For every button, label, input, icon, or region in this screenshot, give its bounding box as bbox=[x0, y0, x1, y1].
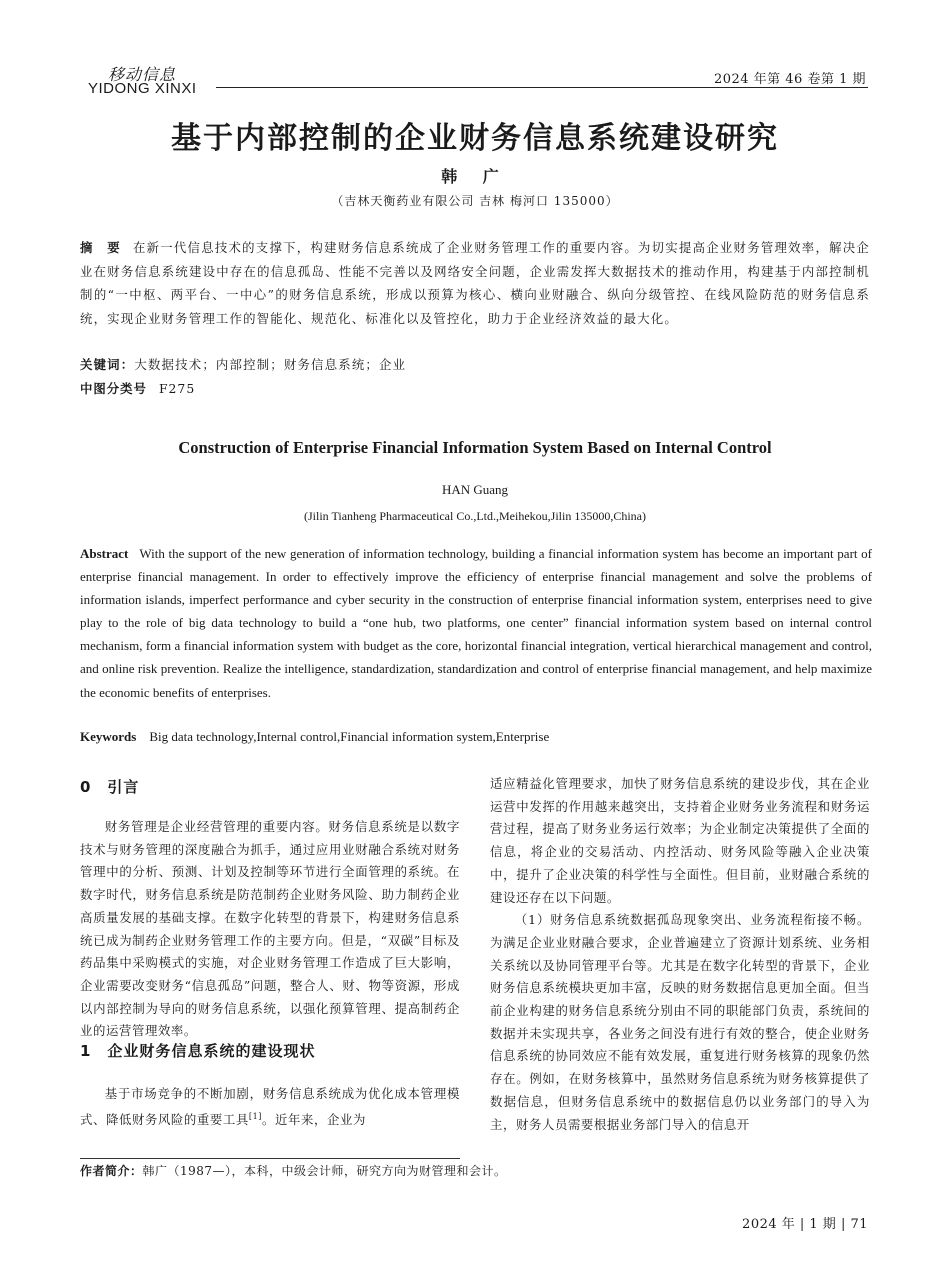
section-heading-status: 1 企业财务信息系统的建设现状 bbox=[80, 1042, 316, 1060]
abstract-cn bbox=[80, 236, 870, 330]
introduction-paragraph: 财务管理是企业经营管理的重要内容。财务信息系统是以数字技术与财务管理的深度融合为抓手，通过应用业财融合系统对财务管理中的分析、预测、计划及控制等环节进行全面管理的系统。在数字时代，财务信息系统是防范制药企业财务风险、助力制药企业高质量发展的基础支撑。在数字化转型的背景下，构建财务信息系统已成为制药企业财务管理工作的主要方向。但是，“双碳”目标及药品集中采购模式的实施，对企业财务管理工作造成了巨大影响，企业需要改变财务“信息孤岛”问题，整合人、财、物等资源，形成以内部控制为导向的财务信息系统，以强化预算管理、提高制药企业的运营管理效率。 bbox=[80, 819, 460, 1039]
affiliation-cn: （吉林天衡药业有限公司 吉林 梅河口 135000） bbox=[331, 194, 619, 208]
author-bio-text: 韩广（1987—），本科，中级会计师，研究方向为财管理和会计。 bbox=[142, 1164, 507, 1178]
keywords-en-text: Big data technology,Internal control,Financial information system,Enterprise bbox=[149, 729, 550, 744]
status-body bbox=[80, 1083, 460, 1132]
classification-cn bbox=[80, 379, 195, 397]
author-bio-label: 作者简介： bbox=[80, 1164, 143, 1178]
footnote-rule bbox=[80, 1158, 460, 1159]
keywords-en-label: Keywords bbox=[80, 729, 137, 744]
citation-ref[interactable]: [1] bbox=[248, 1111, 263, 1121]
abstract-cn-label: 摘 要 bbox=[80, 240, 121, 255]
author-bio bbox=[80, 1162, 507, 1179]
classification-label: 中图分类号 bbox=[80, 381, 147, 396]
author-name-cn: 韩 广 bbox=[441, 167, 509, 186]
status-paragraph-end: 。近年来，企业为 bbox=[262, 1111, 366, 1127]
status-paragraph bbox=[80, 1083, 460, 1132]
introduction-body bbox=[80, 816, 460, 1043]
header-rule bbox=[216, 87, 868, 88]
author-name-en: HAN Guang bbox=[441, 482, 509, 497]
page-footer: 2024 年 | 1 期 | 71 bbox=[742, 1217, 868, 1232]
journal-name-en: YIDONG XINXI bbox=[88, 80, 197, 97]
article-title-en: Construction of Enterprise Financial Information System Based on Internal Control bbox=[178, 438, 772, 457]
right-column-body bbox=[490, 773, 870, 1136]
abstract-en-text: With the support of the new generation of information technology, building a financial information system has become an important part of enterprise financial management. In order to effectively improve the efficiency of enterprise financial management and solve the problems of information islands, imperfect performance and cyber security in the construction of enterprise financial information system, enterprises need to give play to the role of big data technology to build a “one hub, two platforms, one center” financial information system based on internal control mechanism, form a financial information system with budget as the core, horizontal financial integration, vertical hierarchical management and control, and online risk prevention. Realize the intelligence, standardization, standardization and control of enterprise financial management, and help maximize the economic benefits of enterprises. bbox=[80, 546, 872, 700]
abstract-en-label: Abstract bbox=[80, 546, 129, 561]
keywords-en bbox=[80, 729, 549, 745]
abstract-en bbox=[80, 542, 872, 704]
keywords-cn-text: 大数据技术；内部控制；财务信息系统；企业 bbox=[134, 357, 407, 372]
issue-info: 2024 年第 46 卷第 1 期 bbox=[713, 72, 866, 87]
status-paragraph-start: 基于市场竞争的不断加剧，财务信息系统成为优化成本管理模式、降低财务风险的重要工具 bbox=[80, 1086, 460, 1127]
journal-name-cn: 移动信息 bbox=[108, 65, 177, 84]
keywords-cn bbox=[80, 355, 406, 373]
classification-code: F275 bbox=[158, 381, 196, 396]
article-title-cn: 基于内部控制的企业财务信息系统建设研究 bbox=[171, 121, 779, 156]
affiliation-en: (Jilin Tianheng Pharmaceutical Co.,Ltd.,Meihekou,Jilin 135000,China) bbox=[304, 509, 646, 523]
keywords-cn-label: 关键词： bbox=[80, 357, 135, 372]
continued-paragraph: 适应精益化管理要求，加快了财务信息系统的建设步伐，其在企业运营中发挥的作用越来越突出，支持着企业财务业务流程和财务运营过程，提高了财务业务运行效率；为企业制定决策提供了全面的信息，将企业的交易活动、内控活动、财务风险等融入企业决策中，提升了企业决策的科学性与全面性。但目前，业财融合系统的建设还存在以下问题。 bbox=[490, 776, 870, 905]
problem-paragraph-1: （1）财务信息系统数据孤岛现象突出、业务流程衔接不畅。为满足企业业财融合要求，企业普遍建立了资源计划系统、业务相关系统以及协同管理平台等。尤其是在数字化转型的背景下，企业财务信息系统模块更加丰富，反映的财务数据信息更加全面。但当前企业构建的财务信息系统分别由不同的职能部门负责，系统间的数据并未实现共享，各业务之间没有进行有效的整合，使企业财务信息系统的协同效应不能有效发展，重复进行财务核算的现象仍然存在。例如，在财务核算中，虽然财务信息系统为财务核算提供了数据信息，但财务信息系统中的数据信息仍以业务部门的导入为主，财务人员需要根据业务部门导入的信息开 bbox=[490, 912, 870, 1132]
section-heading-introduction: 0 引言 bbox=[80, 778, 140, 796]
abstract-cn-text: 在新一代信息技术的支撑下，构建财务信息系统成了企业财务管理工作的重要内容。为切实提高企业财务管理效率，解决企业在财务信息系统建设中存在的信息孤岛、性能不完善以及网络安全问题，企业需发挥大数据技术的推动作用，构建基于内部控制机制的“一中枢、两平台、一中心”的财务信息系统，形成以预算为核心、横向业财融合、纵向分级管控、在线风险防范的财务信息系统，实现企业财务管理工作的智能化、规范化、标准化以及管控化，助力于企业经济效益的最大化。 bbox=[80, 240, 870, 326]
